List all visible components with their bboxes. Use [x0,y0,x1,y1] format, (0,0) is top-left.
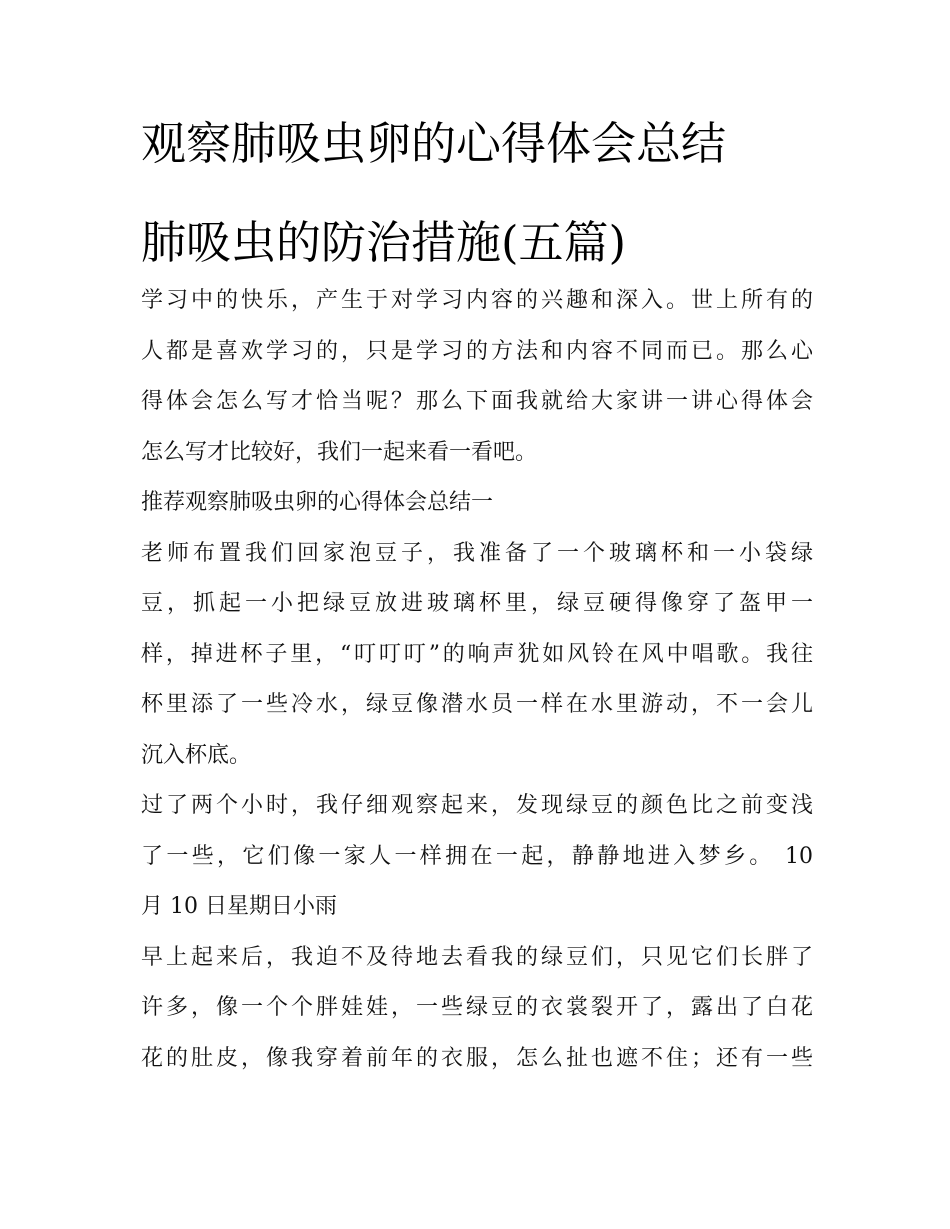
title-line: 观察肺吸虫卵的心得体会总结 [141,117,727,170]
text-line: 早上起来后，我迫不及待地去看我的绿豆们，只见它们长胖了 [141,944,813,970]
text-line: 了一些，它们像一家人一样拥在一起，静静地进入梦乡。 10 [141,843,813,869]
title-line: 肺吸虫的防治措施(五篇) [141,216,627,269]
document-body [141,118,813,1084]
section-heading [141,478,813,529]
text-line: 推荐观察肺吸虫卵的心得体会总结一 [141,490,494,515]
text-line: 月 10 日星期日小雨 [141,894,337,919]
text-line: 沉入杯底。 [141,742,252,768]
text-line: 过了两个小时，我仔细观察起来，发现绿豆的颜色比之前变浅 [141,793,813,818]
text-line: 学习中的快乐，产生于对学习内容的兴趣和深入。世上所有的 [141,288,813,313]
document-title [141,118,813,268]
text-line: 得体会怎么写才恰当呢？那么下面我就给大家讲一讲心得体会 [141,389,813,414]
text-line: 老师布置我们回家泡豆子，我准备了一个玻璃杯和一小袋绿 [141,540,813,566]
text-line: 花的肚皮，像我穿着前年的衣服，怎么扯也遮不住；还有一些 [141,1045,813,1071]
body-paragraph [141,781,813,933]
text-line: 豆，抓起一小把绿豆放进玻璃杯里，绿豆硬得像穿了盔甲一 [141,591,813,616]
body-paragraph [141,933,813,1085]
intro-paragraph [141,276,813,478]
text-line: 怎么写才比较好，我们一起来看一看吧。 [141,439,538,465]
text-line: 许多，像一个个胖娃娃，一些绿豆的衣裳裂开了，露出了白花 [141,995,813,1020]
body-paragraph [141,529,813,782]
text-line: 样，掉进杯子里，“叮叮叮”的响声犹如风铃在风中唱歌。我往 [141,641,813,667]
text-line: 杯里添了一些冷水，绿豆像潜水员一样在水里游动，不一会儿 [141,692,813,717]
text-line: 人都是喜欢学习的，只是学习的方法和内容不同而已。那么心 [141,338,813,364]
